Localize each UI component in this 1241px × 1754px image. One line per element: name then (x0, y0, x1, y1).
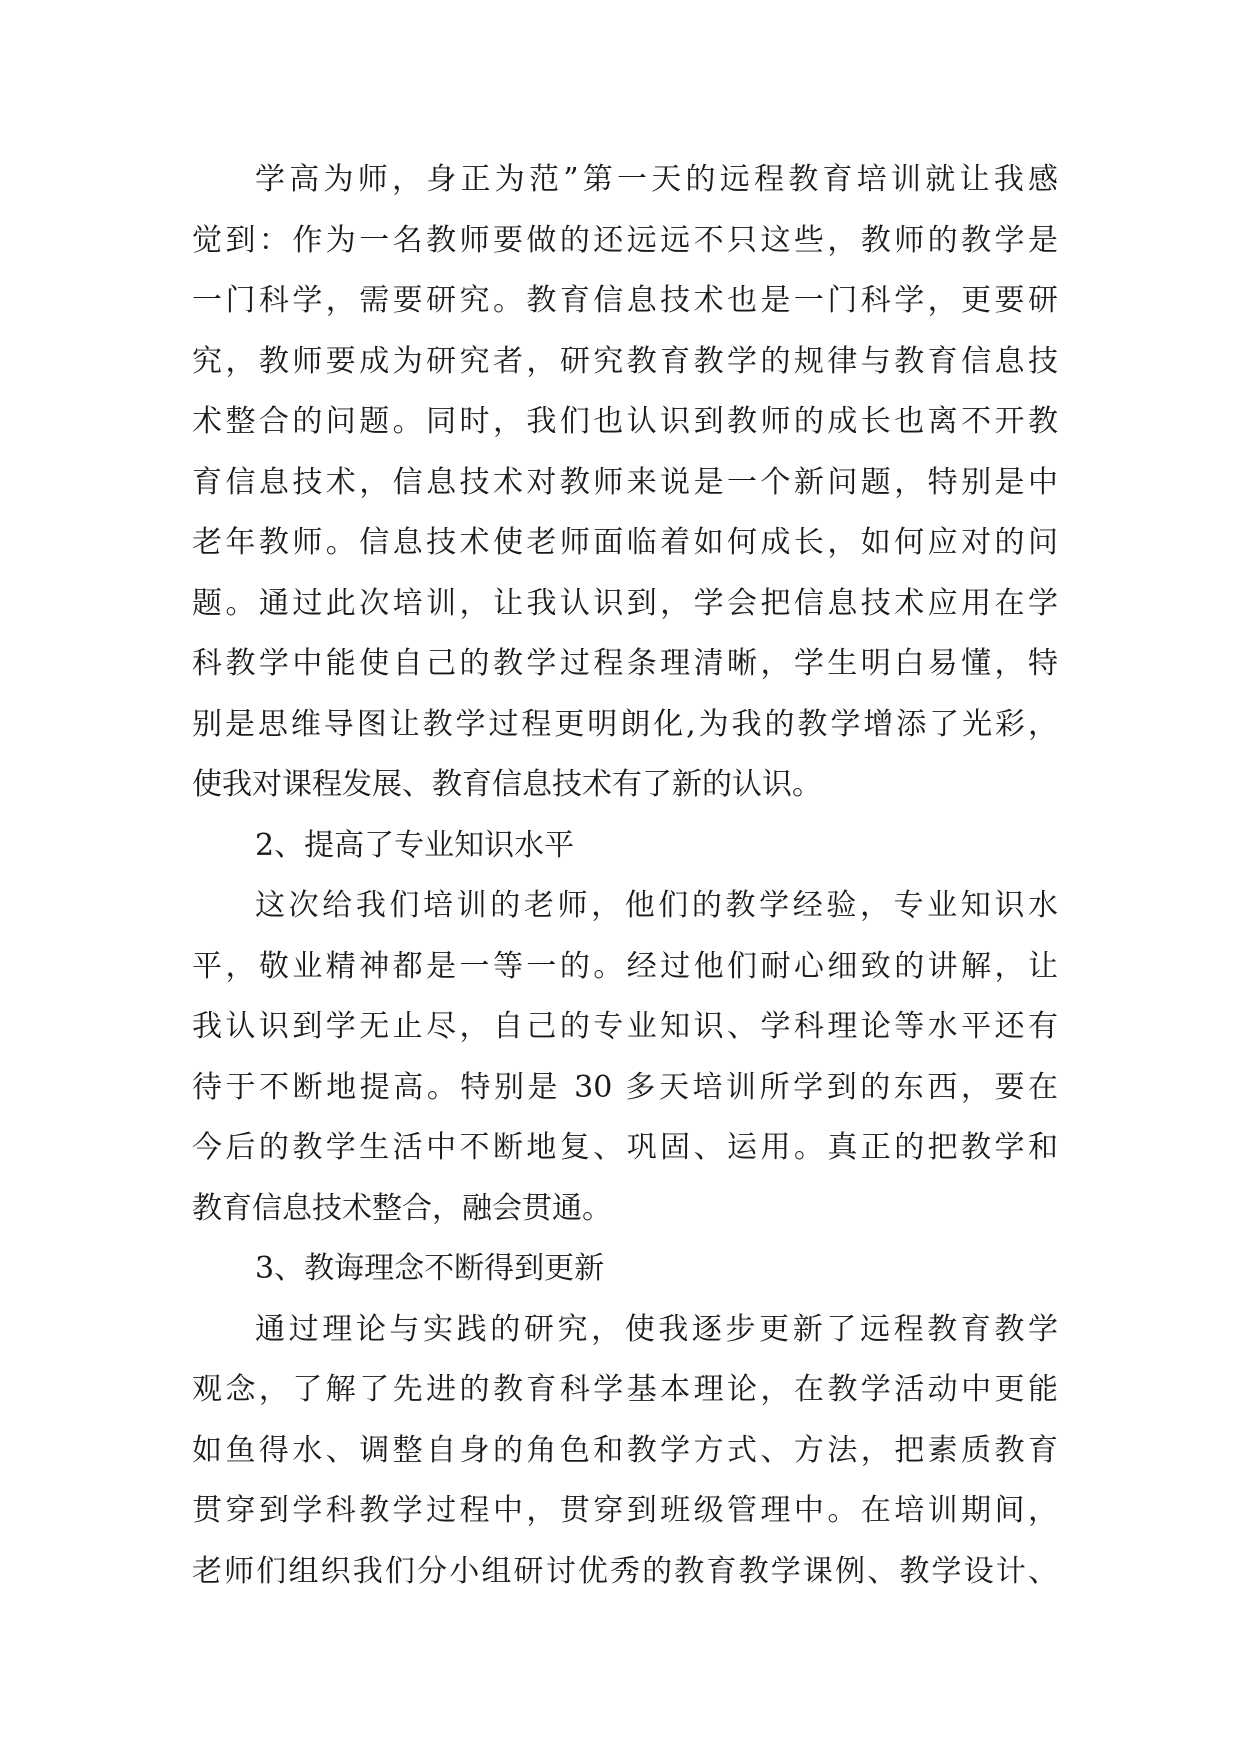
text-line: 老年教师。信息技术使老师面临着如何成长，如何应对的问 (192, 525, 1058, 560)
text-line: 如鱼得水、调整自身的角色和教学方式、方法，把素质教育 (192, 1432, 1058, 1468)
text-line: 科教学中能使自己的教学过程条理清晰，学生明白易懂，特 (192, 646, 1058, 681)
text-line: 使我对课程发展、教育信息技术有了新的认识。 (192, 767, 822, 802)
text-line: 老师们组织我们分小组研讨优秀的教育教学课例、教学设计、 (192, 1553, 1058, 1589)
text-line: 术整合的问题。同时，我们也认识到教师的成长也离不开教 (192, 404, 1058, 439)
text-line: 待于不断地提高。特别是 30 多天培训所学到的东西，要在 (192, 1069, 1058, 1105)
text-line: 教育信息技术整合，融会贯通。 (192, 1190, 612, 1226)
text-line: 3、教诲理念不断得到更新 (255, 1251, 605, 1286)
text-line: 究，教师要成为研究者，研究教育教学的规律与教育信息技 (192, 343, 1058, 379)
text-line: 育信息技术，信息技术对教师来说是一个新问题，特别是中 (192, 464, 1058, 500)
text-line: 别是思维导图让教学过程更明朗化,为我的教学增添了光彩， (192, 706, 1058, 742)
text-line: 觉到：作为一名教师要做的还远远不只这些，教师的教学是 (192, 222, 1058, 258)
text-line: 平，敬业精神都是一等一的。经过他们耐心细致的讲解，让 (192, 948, 1058, 984)
text-line: 一门科学，需要研究。教育信息技术也是一门科学，更要研 (192, 283, 1058, 318)
text-line: 通过理论与实践的研究，使我逐步更新了远程教育教学 (255, 1311, 1058, 1347)
text-line: 今后的教学生活中不断地复、巩固、运用。真正的把教学和 (192, 1130, 1058, 1165)
text-line: 贯穿到学科教学过程中，贯穿到班级管理中。在培训期间， (192, 1493, 1058, 1528)
text-line: 学高为师，身正为范”第一天的远程教育培训就让我感 (255, 162, 1058, 197)
text-line: 这次给我们培训的老师，他们的教学经验，专业知识水 (255, 888, 1058, 923)
document-body (192, 150, 1058, 1602)
text-line: 2、提高了专业知识水平 (255, 827, 575, 863)
text-line: 题。通过此次培训，让我认识到，学会把信息技术应用在学 (192, 585, 1058, 621)
text-line: 观念，了解了先进的教育科学基本理论，在教学活动中更能 (192, 1372, 1058, 1407)
text-line: 我认识到学无止尽，自己的专业知识、学科理论等水平还有 (192, 1009, 1058, 1044)
